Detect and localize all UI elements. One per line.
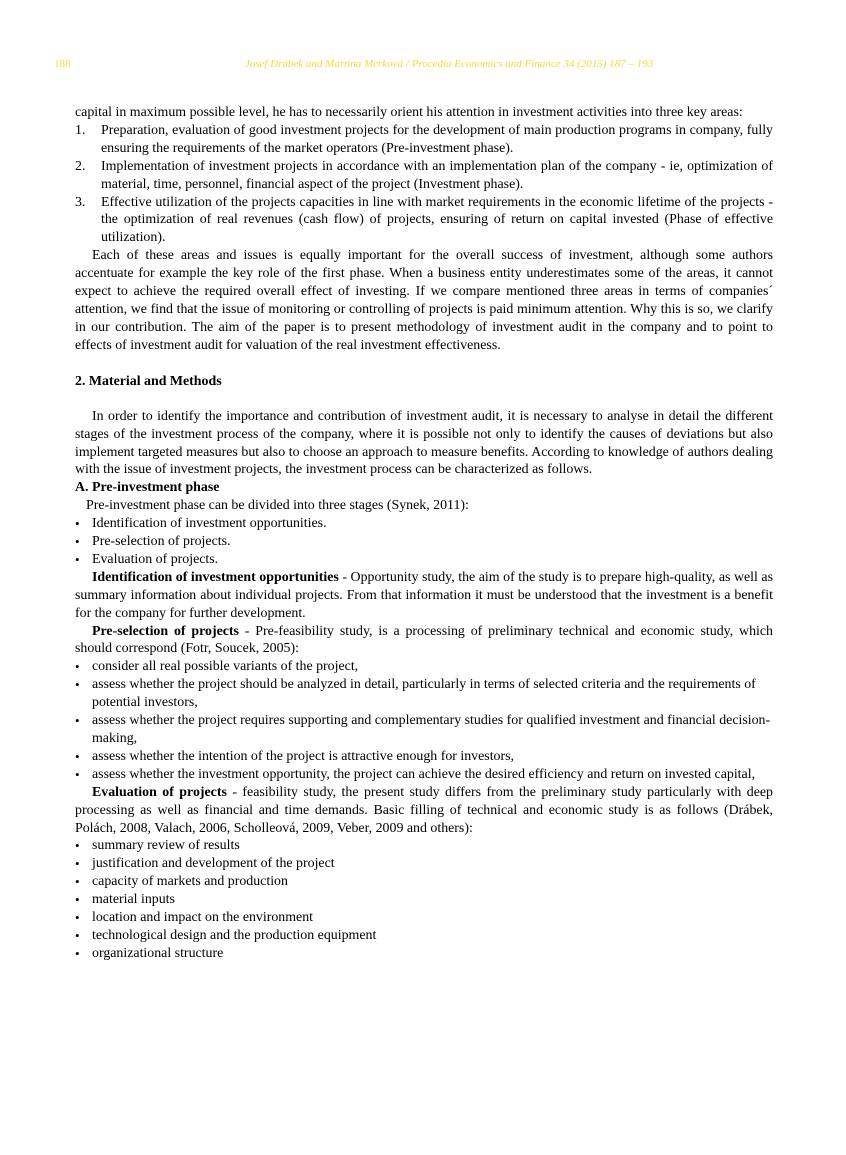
methods-paragraph-1: In order to identify the importance and contribution of investment audit, it is necessary to analyse in detail the different stages of the investment process of the company, where it is possible not only to identify the causes of deviations but also implement targeted measures but also to choose an approach to measure benefits. According to knowledge of authors dealing with the issue of investment projects, the investment process can be characterized as follows. bbox=[75, 408, 773, 478]
list-item bbox=[75, 891, 773, 909]
evaluation-list bbox=[75, 837, 773, 962]
bullet-icon: • bbox=[75, 659, 80, 675]
key-area-text: Implementation of investment projects in accordance with an implementation plan of the company - ie, optimization of material, time, personnel, financial aspect of the project (Investment phase). bbox=[101, 158, 773, 192]
key-area-item bbox=[75, 122, 773, 158]
list-item-text: Evaluation of projects. bbox=[92, 551, 219, 567]
list-number: 2. bbox=[75, 158, 86, 174]
list-item-text: consider all real possible variants of the project, bbox=[92, 659, 359, 675]
bullet-icon: • bbox=[75, 910, 80, 926]
list-number: 1. bbox=[75, 122, 86, 138]
subsection-heading-a: A. Pre-investment phase bbox=[75, 480, 220, 496]
list-item bbox=[75, 837, 773, 855]
identification-text: - Opportunity study, the aim of the study is to prepare high-quality, as well as summary information about individual projects. From that information it must be understood that the investment is a benefit for the company for further development. bbox=[75, 569, 774, 621]
list-item bbox=[75, 909, 773, 927]
key-areas-list bbox=[75, 122, 773, 247]
preselection-paragraph bbox=[75, 623, 773, 659]
bullet-icon: • bbox=[75, 892, 80, 908]
bullet-icon: • bbox=[75, 927, 80, 943]
intro-paragraph-1: capital in maximum possible level, he has to necessarily orient his attention in investment activities into three key areas: bbox=[75, 105, 743, 120]
term-evaluation: Evaluation of projects bbox=[92, 784, 227, 800]
list-item-text: capacity of markets and production bbox=[92, 874, 288, 890]
list-item bbox=[75, 658, 773, 676]
list-item-text: justification and development of the project bbox=[92, 856, 335, 872]
list-item-text: location and impact on the environment bbox=[92, 910, 314, 926]
list-number: 3. bbox=[75, 194, 86, 210]
bullet-icon: • bbox=[75, 551, 80, 567]
bullet-icon: • bbox=[75, 516, 80, 532]
bullet-icon: • bbox=[75, 838, 80, 854]
term-preselection: Pre-selection of projects bbox=[92, 623, 239, 639]
bullet-icon: • bbox=[75, 766, 80, 782]
bullet-icon: • bbox=[75, 874, 80, 890]
list-item bbox=[75, 712, 773, 748]
list-item bbox=[75, 533, 773, 551]
list-item-text: material inputs bbox=[92, 892, 175, 908]
key-area-text: Preparation, evaluation of good investment projects for the development of main production programs in company, fully ensuring the requirements of the market operators (Pre-investment phase). bbox=[101, 122, 773, 156]
running-header bbox=[0, 58, 846, 74]
list-item-text: assess whether the project should be analyzed in detail, particularly in terms of selected criteria and the requirements of potential investors, bbox=[92, 677, 756, 711]
list-item-text: organizational structure bbox=[92, 945, 224, 961]
preselection-text: - Pre-feasibility study, is a processing of preliminary technical and economic study, which should correspond (Fotr, Soucek, 2005): bbox=[75, 623, 773, 657]
list-item bbox=[75, 766, 773, 784]
list-item-text: assess whether the intention of the project is attractive enough for investors, bbox=[92, 748, 515, 764]
list-item-text: Identification of investment opportunities. bbox=[92, 516, 327, 532]
list-item-text: technological design and the production equipment bbox=[92, 927, 377, 943]
key-area-item bbox=[75, 194, 773, 248]
list-item-text: assess whether the investment opportunity, the project can achieve the desired efficiency and return on invested capital, bbox=[92, 766, 756, 782]
article-body bbox=[75, 104, 773, 963]
key-area-text: Effective utilization of the projects capacities in line with market requirements in the economic lifetime of the projects - the optimization of real revenues (cash flow) of projects, ensuring of return on capital invested (Phase of effective utilization). bbox=[101, 194, 773, 246]
bullet-icon: • bbox=[75, 748, 80, 764]
evaluation-paragraph bbox=[75, 784, 773, 838]
identification-paragraph bbox=[75, 569, 773, 623]
evaluation-text: - feasibility study, the present study differs from the preliminary study particularly with deep processing as well as financial and time demands. Basic filling of technical and economic study is as follows (Drábek, Polách, 2008, Valach, 2006, Scholleová, 2009, Veber, 2009 and others): bbox=[75, 784, 773, 836]
page-number: 188 bbox=[54, 58, 71, 70]
bullet-icon: • bbox=[75, 856, 80, 872]
bullet-icon: • bbox=[75, 534, 80, 550]
list-item-text: summary review of results bbox=[92, 838, 240, 854]
key-area-item bbox=[75, 158, 773, 194]
preselection-list bbox=[75, 658, 773, 783]
list-item bbox=[75, 945, 773, 963]
list-item bbox=[75, 676, 773, 712]
list-item bbox=[75, 515, 773, 533]
term-identification: Identification of investment opportunities bbox=[92, 569, 339, 585]
list-item-text: Pre-selection of projects. bbox=[92, 534, 231, 550]
list-item-text: assess whether the project requires supporting and complementary studies for qualified investment and financial decision-making, bbox=[92, 713, 771, 746]
stages-list bbox=[75, 515, 773, 569]
pre-investment-intro: Pre-investment phase can be divided into three stages (Synek, 2011): bbox=[86, 498, 469, 514]
list-item bbox=[75, 748, 773, 766]
bullet-icon: • bbox=[75, 945, 80, 961]
section-heading: 2. Material and Methods bbox=[75, 373, 222, 389]
journal-citation: Josef Drábek and Martina Merková / Procedia Economics and Finance 34 (2015) 187 – 193 bbox=[244, 58, 654, 70]
list-item bbox=[75, 551, 773, 569]
list-item bbox=[75, 873, 773, 891]
bullet-icon: • bbox=[75, 713, 80, 729]
list-item bbox=[75, 927, 773, 945]
intro-paragraph-2: Each of these areas and issues is equally important for the overall success of investment, although some authors accentuate for example the key role of the first phase. When a business entity underestimates some of the areas, it cannot expect to achieve the required overall effect of investing. If we compare mentioned three areas in terms of companies´ attention, we find that the issue of monitoring or controlling of projects is paid minimum attention. Why this is so, we clarify in our contribution. The aim of the paper is to present methodology of investment audit in the company and to point to effects of investment audit for valuation of the real investment effectiveness. bbox=[75, 248, 773, 353]
bullet-icon: • bbox=[75, 677, 80, 693]
list-item bbox=[75, 855, 773, 873]
